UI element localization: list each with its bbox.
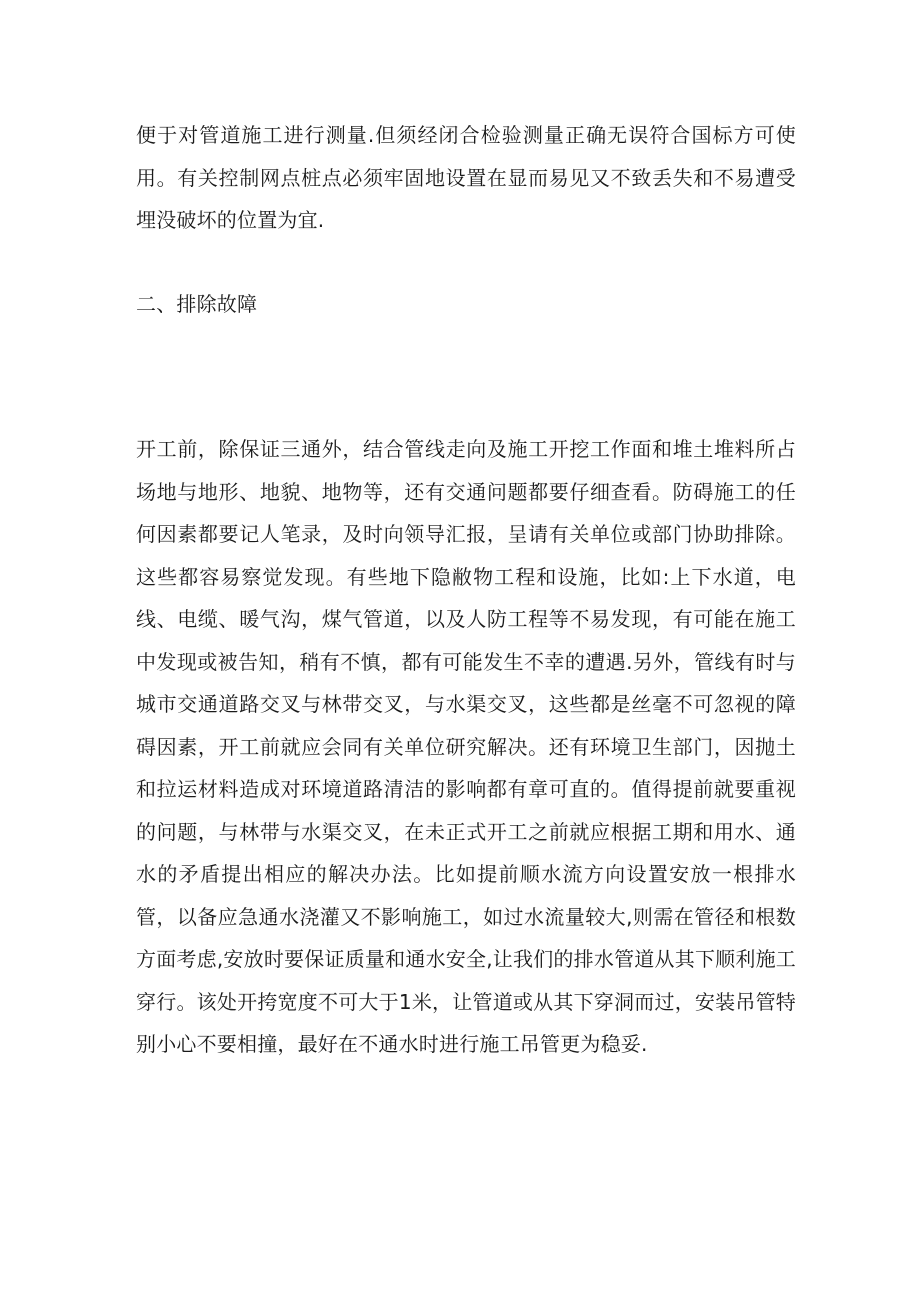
body-paragraph-2: 开工前，除保证三通外，结合管线走向及施工开挖工作面和堆土堆料所占场地与地形、地貌、地物等，还有交通问题都要仔细查看。防碍施工的任何因素都要记人笔录，及时向领导汇报，呈请有关单位或部门协助排除。这些都容易察觉发现。有些地下隐敝物工程和设施，比如:上下水道，电线、电缆、暖气沟，煤气管道，以及人防工程等不易发现，有可能在施工中发现或被告知，稍有不慎，都有可能发生不幸的遭遇.另外，管线有时与城市交通道路交叉与林带交叉，与水渠交叉，这些都是丝毫不可忽视的障碍因素，开工前就应会同有关单位研究解决。还有环境卫生部门，因抛土和拉运材料造成对环境道路清洁的影响都有章可直的。值得提前就要重视的问题，与林带与水渠交叉，在未正式开工之前就应根据工期和用水、通水的矛盾提出相应的解决办法。比如提前顺水流方向设置安放一根排水管，以备应急通水浇灌又不影响施工，如过水流量较大,则需在管径和根数方面考虑,安放时要保证质量和通水安全,让我们的排水管道从其下顺利施工穿行。该处开挎宽度不可大于1米，让管道或从其下穿洞而过，安装吊管特别小心不要相撞，最好在不通水时进行施工吊管更为稳妥. <box>136 437 796 1056</box>
section-heading: 二、排除故障 <box>136 292 258 316</box>
body-paragraph-1: 便于对管道施工进行测量.但须经闭合检验测量正确无误符合国标方可使用。有关控制网点桩点必须牢固地设置在显而易见又不致丢失和不易遭受埋没破坏的位置为宜. <box>136 123 796 232</box>
